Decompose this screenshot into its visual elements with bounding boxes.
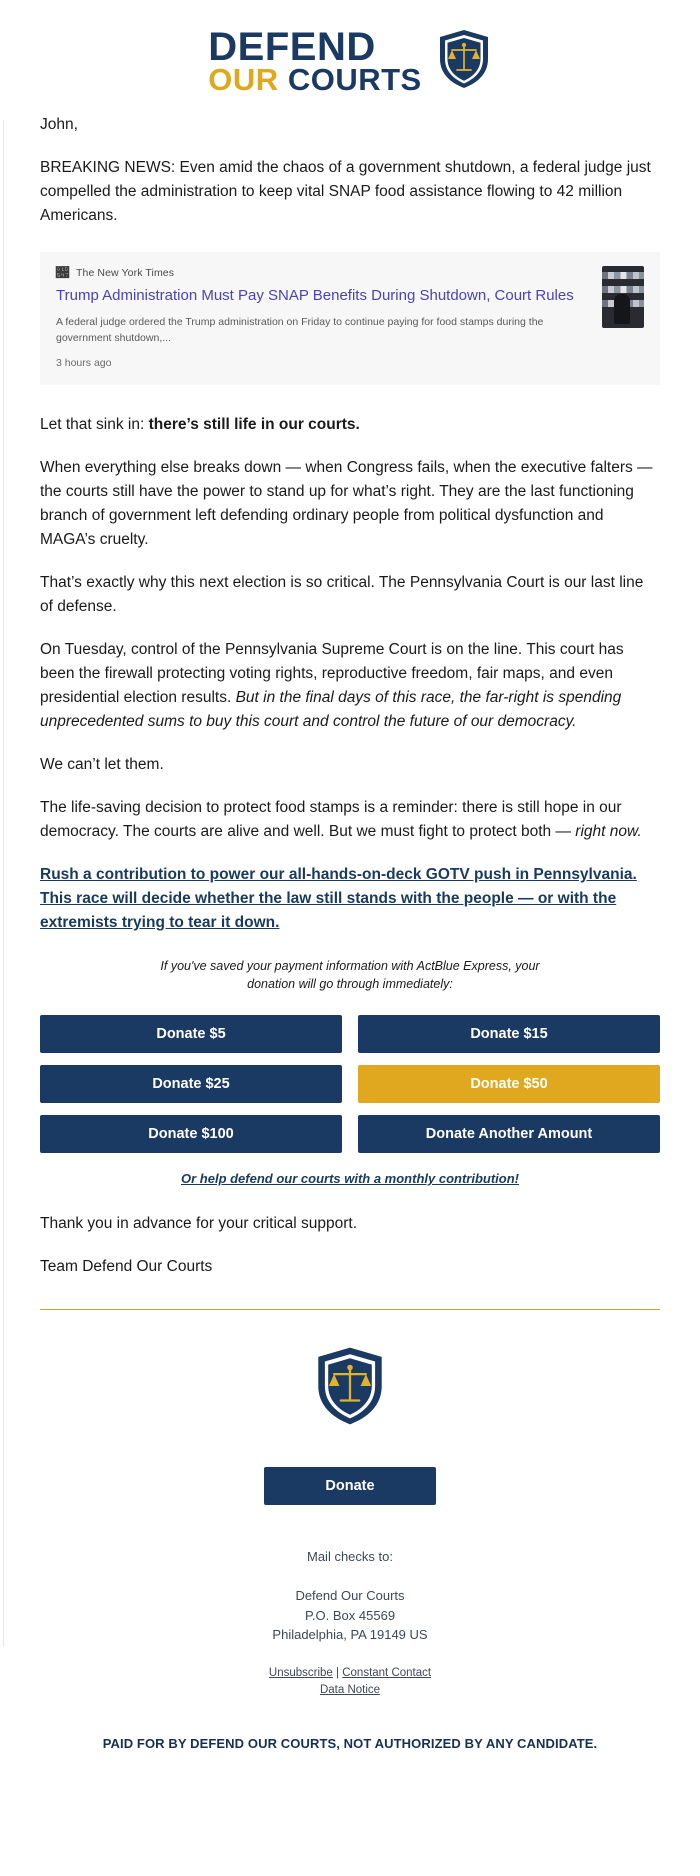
constant-contact-link[interactable]: Constant Contact (342, 1666, 432, 1679)
footer-shield-scales-icon (40, 1344, 660, 1433)
paragraph-when-everything-breaks: When everything else breaks down — when Congress fails, when the executive falters — the courts still have the power to stand up for what’s right. They are the last functioning branch of government left defending ordinary people from political dysfunction and MAGA’s cruelty. (40, 458, 653, 548)
paragraph-we-cant-let-them: We can’t let them. (40, 755, 164, 773)
donate-another-amount-button[interactable]: Donate Another Amount (358, 1115, 660, 1153)
news-thumbnail-image (602, 266, 644, 328)
brand-line-our-courts (208, 61, 422, 97)
news-headline[interactable]: Trump Administration Must Pay SNAP Benefits During Shutdown, Court Rules (56, 287, 574, 305)
donate-50-button[interactable]: Donate $50 (358, 1065, 660, 1103)
address-line-2: Philadelphia, PA 19149 US (272, 1627, 428, 1643)
footer-donate-button[interactable]: Donate (264, 1467, 436, 1505)
org-mailing-address (40, 1586, 660, 1645)
news-card-main (56, 266, 588, 368)
donate-25-button[interactable]: Donate $25 (40, 1065, 342, 1103)
left-edge-rule (3, 120, 4, 1647)
paragraph-life-saving-decision (40, 796, 660, 844)
org-name: Defend Our Courts (295, 1588, 405, 1604)
donate-100-button[interactable]: Donate $100 (40, 1115, 342, 1153)
donate-15-button[interactable]: Donate $15 (358, 1015, 660, 1053)
paragraph-thank-you: Thank you in advance for your critical support. (40, 1215, 358, 1233)
shield-scales-icon (436, 28, 492, 95)
email-content (0, 113, 700, 1279)
email-header (0, 0, 700, 113)
brand-word-courts: COURTS (287, 61, 422, 97)
lifesaving-plain-text: The life-saving decision to protect food stamps is a reminder: there is still hope in our democracy. The courts are alive and well. But we must fight to protect both — (40, 798, 622, 840)
brand-logo[interactable] (208, 24, 491, 97)
paragraph-next-election-critical: That’s exactly why this next election is so critical. The Pennsylvania Court is our last line of defense. (40, 573, 644, 615)
sink-in-lead: Let that sink in: (40, 415, 149, 433)
thumbnail-shelf-row-2 (602, 286, 644, 293)
paragraph-breaking-news: BREAKING NEWS: Even amid the chaos of a government shutdown, a federal judge just compelled the administration to keep vital SNAP food assistance flowing to 42 million Americans. (40, 159, 651, 225)
paragraph-let-that-sink-in (40, 413, 660, 437)
greeting: John, (40, 116, 78, 133)
paid-for-by-disclaimer: PAID FOR BY DEFEND OUR COURTS, NOT AUTHORIZED BY ANY CANDIDATE. (102, 1736, 598, 1752)
thumbnail-shelf-row-1 (602, 272, 644, 279)
donate-5-button[interactable]: Donate $5 (40, 1015, 342, 1053)
tuesday-italic-text: But in the final days of this race, the far-right is spending unprecedented sums to buy this court and control the future of our democracy. (40, 688, 622, 730)
lifesaving-italic-text: right now. (575, 822, 642, 840)
sink-in-bold: there’s still life in our courts. (148, 415, 360, 433)
brand-line-defend: DEFEND (208, 24, 376, 69)
email-footer (0, 1310, 700, 1767)
tuesday-plain-text: On Tuesday, control of the Pennsylvania Supreme Court is on the line. This court has been the firewall protecting voting rights, reproductive freedom, fair maps, and even presidential election results. (40, 640, 624, 706)
news-source-row (56, 266, 588, 279)
monthly-contribution-link[interactable]: Or help defend our courts with a monthly contribution! (181, 1171, 519, 1187)
brand-word-our: OUR (208, 61, 279, 97)
paragraph-signoff: Team Defend Our Courts (40, 1258, 213, 1276)
brand-wordmark (208, 24, 422, 97)
thumbnail-shopper-figure (614, 294, 630, 324)
data-notice-link[interactable]: Data Notice (319, 1684, 381, 1697)
nyt-gothic-T-icon: 𝕇 (56, 265, 69, 281)
mail-checks-label: Mail checks to: (307, 1549, 393, 1565)
footer-links (40, 1665, 660, 1701)
news-snippet: A federal judge ordered the Trump administration on Friday to continue paying for food stamps during the government shutdown,... (56, 316, 544, 344)
news-source-name: The New York Times (76, 266, 175, 279)
address-line-1: P.O. Box 45569 (304, 1607, 396, 1623)
unsubscribe-link[interactable]: Unsubscribe (268, 1666, 333, 1679)
actblue-express-note: If you've saved your payment information with ActBlue Express, your donation will go through immediately: (160, 958, 540, 991)
news-timestamp: 3 hours ago (56, 356, 112, 369)
footer-link-separator: | (332, 1666, 343, 1679)
rush-contribution-cta-link[interactable]: Rush a contribution to power our all-hands-on-deck GOTV push in Pennsylvania. This race will decide whether the law still stands with the people — or with the extremists trying to tear it down. (40, 865, 637, 931)
paragraph-on-tuesday (40, 638, 660, 734)
donation-amount-grid (40, 1015, 660, 1153)
news-article-card[interactable] (40, 252, 660, 384)
